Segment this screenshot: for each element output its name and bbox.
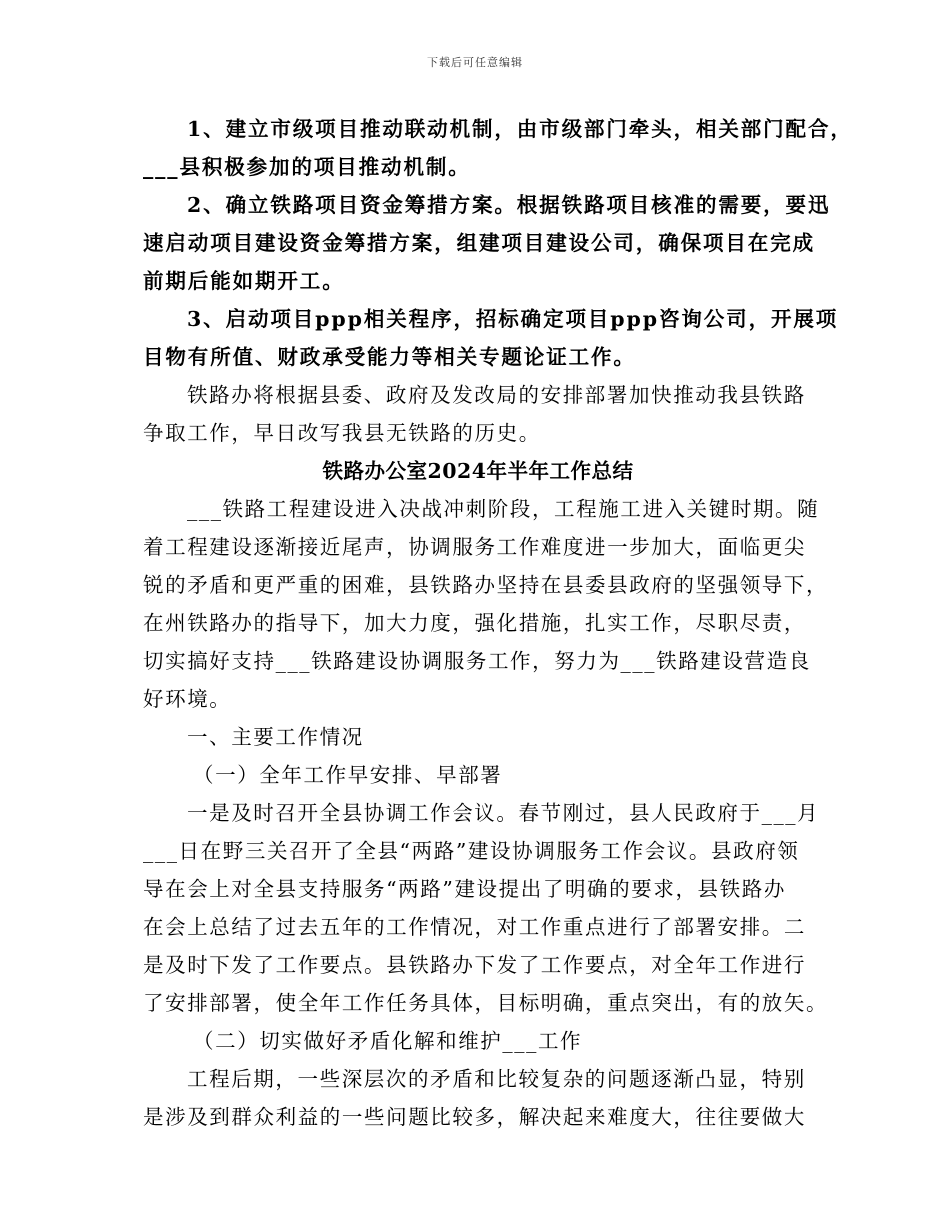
text-line: 2、确立铁路项目资金筹措方案。根据铁路项目核准的需要，要迅 — [187, 193, 831, 217]
text-line: 速启动项目建设资金筹措方案，组建项目建设公司，确保项目在完成 — [143, 231, 815, 255]
text-line: 争取工作，早日改写我县无铁路的历史。 — [143, 421, 541, 445]
text-line: 目物有所值、财政承受能力等相关专题论证工作。 — [143, 345, 636, 369]
text-line: 切实搞好支持___铁路建设协调服务工作，努力为___铁路建设营造良 — [143, 649, 811, 673]
text-line: 一是及时召开全县协调工作会议。春节刚过，县人民政府于___月 — [187, 801, 820, 825]
text-line: 好环境。 — [143, 687, 232, 711]
text-line: 是涉及到群众利益的一些问题比较多，解决起来难度大，往往要做大 — [143, 1105, 806, 1129]
document-body — [143, 110, 853, 1136]
text-line: ___铁路工程建设进入决战冲刺阶段，工程施工进入关键时期。随 — [187, 497, 820, 521]
text-line: 3、启动项目ppp相关程序，招标确定项目ppp咨询公司，开展项 — [187, 307, 839, 331]
text-line: 锐的矛盾和更严重的困难，县铁路办坚持在县委县政府的坚强领导下， — [143, 573, 829, 597]
text-line: 导在会上对全县支持服务“两路”建设提出了明确的要求，县铁路办 — [143, 877, 786, 901]
text-line: 着工程建设逐渐接近尾声，协调服务工作难度进一步加大，面临更尖 — [143, 535, 806, 559]
text-line: 工程后期，一些深层次的矛盾和比较复杂的问题逐渐凸显，特别 — [187, 1067, 806, 1091]
text-line: 前期后能如期开工。 — [143, 269, 345, 293]
text-line: 是及时下发了工作要点。县铁路办下发了工作要点，对全年工作进行 — [143, 953, 806, 977]
text-line: 了安排部署，使全年工作任务具体，目标明确，重点突出，有的放矢。 — [143, 991, 829, 1015]
text-line: ___日在野三关召开了全县“两路”建设协调服务工作会议。县政府领 — [143, 839, 800, 863]
text-line: ___县积极参加的项目推动机制。 — [143, 155, 471, 179]
text-line: 在会上总结了过去五年的工作情况，对工作重点进行了部署安排。二 — [143, 915, 806, 939]
subheading-2: （二）切实做好矛盾化解和维护___工作 — [193, 1029, 583, 1053]
text-line: 1、建立市级项目推动联动机制，由市级部门牵头，相关部门配合， — [187, 117, 853, 141]
text-line: 铁路办将根据县委、政府及发改局的安排部署加快推动我县铁路 — [187, 383, 806, 407]
page-header: 下载后可任意编辑 — [427, 56, 523, 69]
section-title: 铁路办公室2024年半年工作总结 — [322, 459, 634, 483]
text-line: 在州铁路办的指导下，加大力度，强化措施，扎实工作，尽职尽责， — [143, 611, 806, 635]
subheading-1: （一）全年工作早安排、早部署 — [193, 763, 503, 787]
heading-main-work: 一、主要工作情况 — [187, 725, 364, 749]
